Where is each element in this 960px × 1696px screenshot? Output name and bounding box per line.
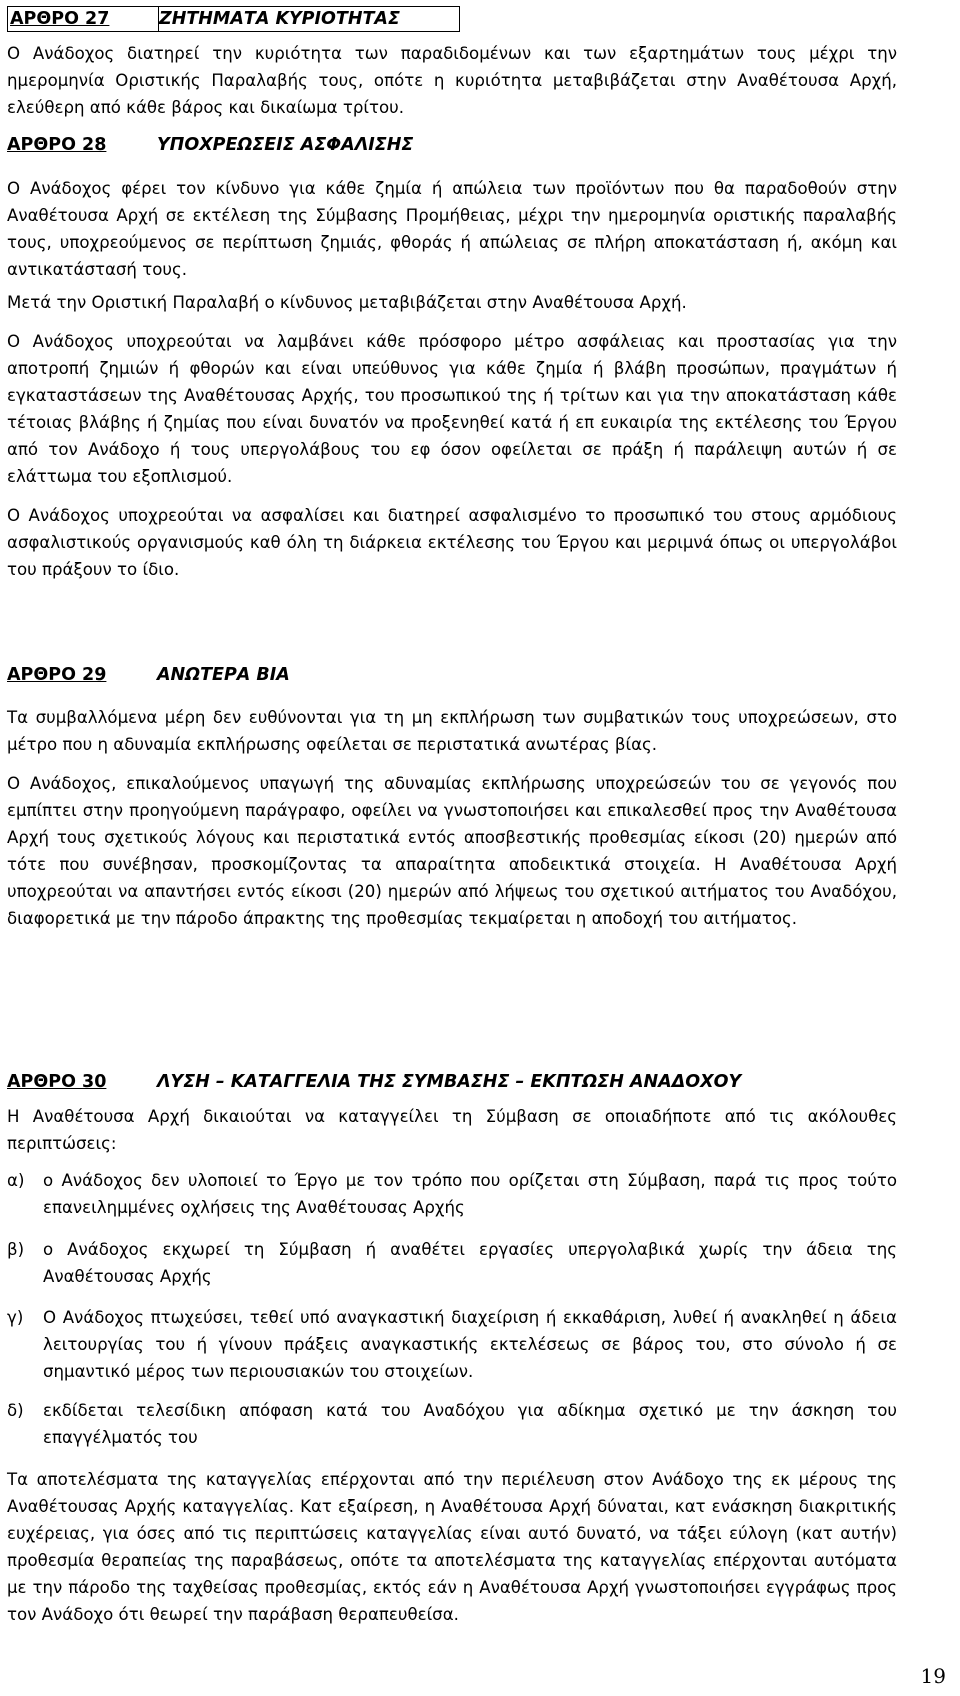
article-30-number: ΑΡΘΡΟ 30 xyxy=(7,1072,107,1092)
paragraph: Ο Ανάδοχος φέρει τον κίνδυνο για κάθε ζημία ή απώλεια των προϊόντων που θα παραδοθούν στην Αναθέτουσα Αρχή σε εκτέλεση της Σύμβασης Προμήθειας, μέχρι την ημερομηνία οριστικής παραλαβής τους, υποχρεούμενος σε περίπτωση ζημιάς, φθοράς ή απώλειας σε πλήρη αποκατάσταση ή, ακόμη και αντικατάστασή τους. xyxy=(7,179,897,279)
article-28-heading xyxy=(7,133,414,157)
list-item-text: ο Ανάδοχος εκχωρεί τη Σύμβαση ή αναθέτει εργασίες υπεργολαβικά χωρίς την άδεια της Αναθέτουσας Αρχής xyxy=(43,1240,897,1286)
article-30-intro xyxy=(7,1103,897,1157)
list-item xyxy=(7,1304,897,1385)
list-marker: δ) xyxy=(7,1401,24,1420)
list-item xyxy=(7,1167,897,1221)
article-27-title: ΖΗΤΗΜΑΤΑ ΚΥΡΙΟΤΗΤΑΣ xyxy=(157,6,460,32)
article-30-title: ΛΥΣΗ – ΚΑΤΑΓΓΕΛΙΑ ΤΗΣ ΣΥΜΒΑΣΗΣ – ΕΚΠΤΩΣΗ ΑΝΑΔΟΧΟΥ xyxy=(157,1072,742,1092)
article-29-body xyxy=(7,704,897,932)
list-item-text: εκδίδεται τελεσίδικη απόφαση κατά του Αναδόχου για αδίκημα σχετικό με την άσκηση του επαγγέλματός του xyxy=(43,1401,897,1447)
article-28-number: ΑΡΘΡΟ 28 xyxy=(7,135,107,155)
paragraph: Ο Ανάδοχος, επικαλούμενος υπαγωγή της αδυναμίας εκπλήρωσης υποχρεώσεών του σε γεγονός που εμπίπτει στην προηγούμενη παράγραφο, οφείλει να γνωστοποιήσει και επικαλεσθεί προς την Αναθέτουσα Αρχή τους σχετικούς λόγους και περιστατικά εντός αποσβεστικής προθεσμίας είκοσι (20) ημερών από τότε που συνέβησαν, προσκομίζοντας τα απαραίτητα αποδεικτικά στοιχεία. Η Αναθέτουσα Αρχή υποχρεούται να απαντήσει εντός είκοσι (20) ημερών από λήψεως του σχετικού αιτήματος του Αναδόχου, διαφορετικά με την πάροδο άπρακτης της προθεσμίας τεκμαίρεται η αποδοχή του αιτήματος. xyxy=(7,774,897,928)
article-27-heading xyxy=(7,6,400,32)
paragraph: Ο Ανάδοχος διατηρεί την κυριότητα των παραδιδομένων και των εξαρτημάτων τους μέχρι την ημερομηνία Οριστικής Παραλαβής τους, οπότε η κυριότητα μεταβιβάζεται στην Αναθέτουσα Αρχή, ελεύθερη από κάθε βάρος και δικαίωμα τρίτου. xyxy=(7,44,897,117)
list-item-text: ο Ανάδοχος δεν υλοποιεί το Έργο με τον τρόπο που ορίζεται στη Σύμβαση, παρά τις προς τούτο επανειλημμένες οχλήσεις της Αναθέτουσας Αρχής xyxy=(43,1171,897,1217)
article-29-number: ΑΡΘΡΟ 29 xyxy=(7,665,107,685)
paragraph: Ο Ανάδοχος υποχρεούται να ασφαλίσει και διατηρεί ασφαλισμένο το προσωπικό του στους αρμόδιους ασφαλιστικούς οργανισμούς καθ όλη τη διάρκεια εκτέλεσης του Έργου και μεριμνά όπως οι υπεργολάβοι του πράξουν το ίδιο. xyxy=(7,506,897,579)
paragraph: Τα συμβαλλόμενα μέρη δεν ευθύνονται για τη μη εκπλήρωση των συμβατικών τους υποχρεώσεων, στο μέτρο που η αδυναμία εκπλήρωσης οφείλεται σε περιστατικά ανωτέρας βίας. xyxy=(7,708,897,754)
paragraph: Η Αναθέτουσα Αρχή δικαιούται να καταγγείλει τη Σύμβαση σε οποιαδήποτε από τις ακόλουθες περιπτώσεις: xyxy=(7,1107,897,1153)
article-27-number: ΑΡΘΡΟ 27 xyxy=(7,6,159,32)
article-30-heading xyxy=(7,1070,742,1094)
article-28-body xyxy=(7,175,897,583)
list-marker: β) xyxy=(7,1240,25,1259)
list-marker: α) xyxy=(7,1171,25,1190)
paragraph: Τα αποτελέσματα της καταγγελίας επέρχονται από την περιέλευση στον Ανάδοχο της εκ μέρους της Αναθέτουσας Αρχής καταγγελίας. Κατ εξαίρεση, η Αναθέτουσα Αρχή δύναται, κατ ενάσκηση διακριτικής ευχέρειας, για όσες από τις περιπτώσεις καταγγελίας είναι αυτό δυνατό, να τάξει εύλογη (κατ αυτήν) προθεσμία θεραπείας της παραβάσεως, οπότε τα αποτελέσματα της καταγγελίας επέρχονται αυτόματα με την πάροδο της ταχθείσας προθεσμίας, εκτός εάν η Αναθέτουσα Αρχή γνωστοποιήσει εγγράφως προς τον Ανάδοχο ότι θεωρεί την παράβαση θεραπευθείσα. xyxy=(7,1470,897,1624)
article-29-heading xyxy=(7,663,290,687)
article-27-body xyxy=(7,40,897,121)
list-item xyxy=(7,1397,897,1451)
page-number: 19 xyxy=(920,1664,946,1688)
article-29-title: ΑΝΩΤΕΡΑ ΒΙΑ xyxy=(157,665,290,685)
list-item-text: Ο Ανάδοχος πτωχεύσει, τεθεί υπό αναγκαστική διαχείριση ή εκκαθάριση, λυθεί ή ανακληθεί η άδεια λειτουργίας του ή γίνουν πράξεις αναγκαστικής εκτελέσεως σε βάρος του, στο σύνολο ή σε σημαντικό μέρος των περιουσιακών του στοιχείων. xyxy=(43,1308,897,1381)
list-item xyxy=(7,1236,897,1290)
paragraph: Μετά την Οριστική Παραλαβή ο κίνδυνος μεταβιβάζεται στην Αναθέτουσα Αρχή. xyxy=(7,293,687,312)
article-28-title: ΥΠΟΧΡΕΩΣΕΙΣ ΑΣΦΑΛΙΣΗΣ xyxy=(157,135,414,155)
paragraph: Ο Ανάδοχος υποχρεούται να λαμβάνει κάθε πρόσφορο μέτρο ασφάλειας και προστασίας για την αποτροπή ζημιών ή φθορών και είναι υπεύθυνος για κάθε ζημία ή βλάβη προσώπων, πραγμάτων ή εγκαταστάσεων της Αναθέτουσας Αρχής, του προσωπικού της ή τρίτων και για την αποκατάσταση κάθε τέτοιας βλάβης ή ζημίας που είναι δυνατόν να προξενηθεί κατά ή επ ευκαιρία της εκτέλεσης του Έργου από τον Ανάδοχο ή τους υπεργολάβους του εφ όσον οφείλεται σε πράξη ή παράλειψη αυτών ή σε ελάττωμα του εξοπλισμού. xyxy=(7,332,897,486)
article-30-outro xyxy=(7,1466,897,1628)
list-marker: γ) xyxy=(7,1308,24,1327)
